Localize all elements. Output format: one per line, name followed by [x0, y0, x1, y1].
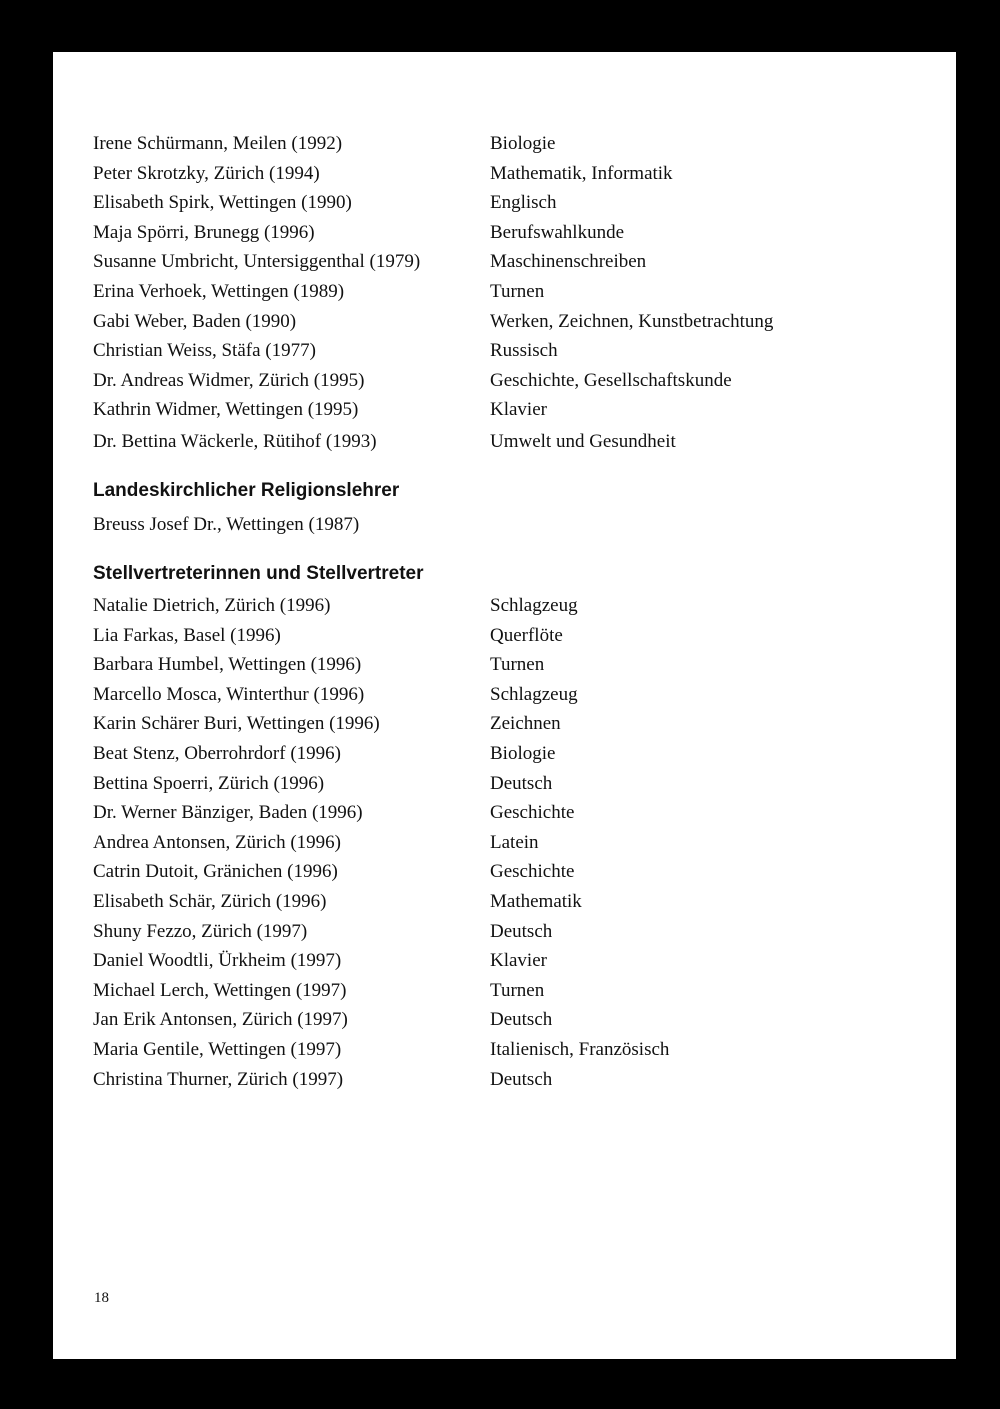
list-item: [93, 159, 913, 189]
list-item: [93, 129, 913, 159]
person-subject: Biologie: [490, 133, 556, 154]
person-name: Andrea Antonsen, Zürich (1996): [93, 831, 341, 853]
section-heading-religion: Landeskirchlicher Religionslehrer: [93, 480, 400, 501]
person-name: Marcello Mosca, Winterthur (1996): [93, 683, 365, 705]
person-name: Breuss Josef Dr., Wettingen (1987): [93, 514, 360, 535]
person-subject: Turnen: [490, 654, 545, 676]
person-subject: Klavier: [490, 399, 547, 421]
list-item: [93, 277, 913, 307]
person-name: Christian Weiss, Stäfa (1977): [93, 340, 316, 362]
list-item: [93, 739, 913, 769]
person-subject: Klavier: [490, 950, 547, 972]
person-subject: Russisch: [490, 340, 558, 362]
list-item: [93, 946, 913, 976]
list-item: [93, 1065, 913, 1095]
list-item: [93, 247, 913, 277]
person-subject: Mathematik: [490, 890, 582, 912]
list-item: [93, 887, 913, 917]
list-item: [93, 427, 913, 457]
person-name: Dr. Bettina Wäckerle, Rütihof (1993): [93, 430, 377, 452]
section-heading-substitutes: Stellvertreterinnen und Stellvertreter: [93, 563, 424, 584]
person-name: Dr. Andreas Widmer, Zürich (1995): [93, 369, 365, 391]
list-item: [93, 650, 913, 680]
person-subject: Deutsch: [490, 1009, 553, 1031]
person-name: Maja Spörri, Brunegg (1996): [93, 221, 315, 243]
list-item: [93, 307, 913, 337]
person-name: Bettina Spoerri, Zürich (1996): [93, 772, 325, 794]
person-name: Jan Erik Antonsen, Zürich (1997): [93, 1009, 348, 1031]
person-subject: Schlagzeug: [490, 683, 578, 705]
page-number: 18: [94, 1290, 109, 1306]
list-item: [93, 1005, 913, 1035]
person-subject: Geschichte: [490, 802, 575, 824]
list-item: [93, 680, 913, 710]
person-subject: Geschichte: [490, 861, 575, 883]
list-item: [93, 769, 913, 799]
list-item: [93, 366, 913, 396]
person-subject: Englisch: [490, 192, 557, 214]
list-item: [93, 917, 913, 947]
person-subject: Geschichte, Gesellschaftskunde: [490, 369, 732, 391]
list-item: [93, 395, 913, 425]
list-item: [93, 1035, 913, 1065]
person-name: Michael Lerch, Wettingen (1997): [93, 979, 347, 1001]
person-subject: Biologie: [490, 742, 556, 764]
list-item: [93, 336, 913, 366]
substitutes-list: [93, 591, 913, 1094]
list-item: [93, 188, 913, 218]
person-name: Natalie Dietrich, Zürich (1996): [93, 595, 331, 616]
person-name: Kathrin Widmer, Wettingen (1995): [93, 399, 359, 421]
person-name: Karin Schärer Buri, Wettingen (1996): [93, 713, 380, 735]
person-subject: Deutsch: [490, 920, 553, 942]
person-name: Irene Schürmann, Meilen (1992): [93, 133, 343, 154]
list-item: [93, 591, 913, 621]
person-name: Peter Skrotzky, Zürich (1994): [93, 162, 320, 184]
person-subject: Turnen: [490, 979, 545, 1001]
person-subject: Maschinenschreiben: [490, 251, 647, 273]
list-item: [93, 976, 913, 1006]
person-name: Shuny Fezzo, Zürich (1997): [93, 920, 308, 942]
person-name: Elisabeth Spirk, Wettingen (1990): [93, 192, 352, 214]
person-name: Gabi Weber, Baden (1990): [93, 310, 297, 332]
person-subject: Italienisch, Französisch: [490, 1038, 670, 1060]
person-subject: Schlagzeug: [490, 595, 578, 616]
person-subject: Mathematik, Informatik: [490, 162, 673, 184]
person-name: Barbara Humbel, Wettingen (1996): [93, 654, 362, 676]
person-subject: Querflöte: [490, 624, 563, 646]
religion-list: [93, 510, 913, 540]
list-item: [93, 798, 913, 828]
person-name: Catrin Dutoit, Gränichen (1996): [93, 861, 338, 883]
person-subject: Deutsch: [490, 1068, 553, 1090]
person-name: Daniel Woodtli, Ürkheim (1997): [93, 950, 342, 972]
person-subject: Werken, Zeichnen, Kunstbetrachtung: [490, 310, 774, 332]
list-item: [93, 857, 913, 887]
person-subject: Turnen: [490, 280, 545, 302]
person-subject: Berufswahlkunde: [490, 221, 625, 243]
document-page: [53, 52, 956, 1359]
person-subject: Latein: [490, 831, 539, 853]
person-name: Dr. Werner Bänziger, Baden (1996): [93, 802, 363, 824]
person-name: Susanne Umbricht, Untersiggenthal (1979): [93, 251, 421, 273]
person-name: Christina Thurner, Zürich (1997): [93, 1068, 344, 1090]
person-name: Erina Verhoek, Wettingen (1989): [93, 280, 345, 302]
list-item: [93, 218, 913, 248]
list-item: [93, 709, 913, 739]
teacher-list: [93, 129, 913, 457]
person-name: Lia Farkas, Basel (1996): [93, 624, 281, 646]
person-subject: Zeichnen: [490, 713, 561, 735]
list-item: [93, 510, 913, 540]
person-name: Elisabeth Schär, Zürich (1996): [93, 890, 327, 912]
list-item: [93, 828, 913, 858]
person-name: Beat Stenz, Oberrohrdorf (1996): [93, 742, 341, 764]
list-item: [93, 621, 913, 651]
person-subject: Umwelt und Gesundheit: [490, 430, 676, 452]
person-subject: Deutsch: [490, 772, 553, 794]
person-name: Maria Gentile, Wettingen (1997): [93, 1038, 342, 1060]
